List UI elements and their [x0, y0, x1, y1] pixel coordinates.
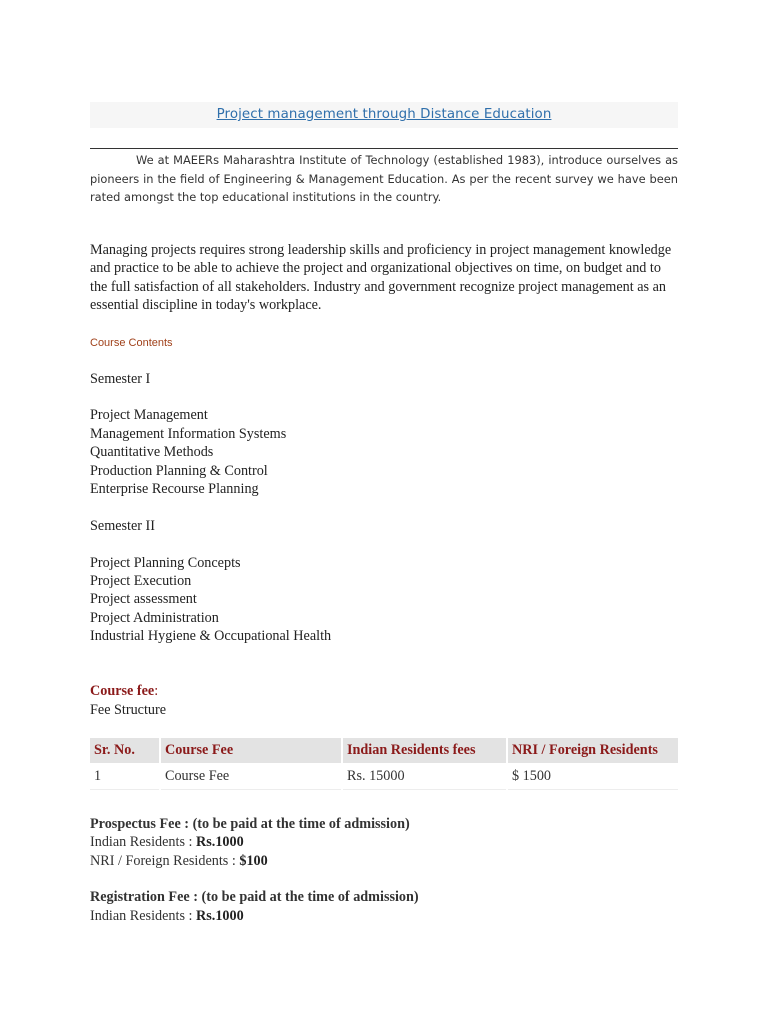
registration-fee-heading: Registration Fee : (to be paid at the time of admission) — [90, 889, 419, 905]
course-fee-heading-text: Course fee — [90, 683, 155, 699]
semester-1-item: Management Information Systems — [90, 426, 287, 442]
fee-table-header: NRI / Foreign Residents — [507, 738, 678, 763]
semester-1-item: Quantitative Methods — [90, 444, 214, 460]
overview-paragraph: Managing projects requires strong leadership skills and proficiency in project management knowledge and practice to be able to achieve the project and organizational objectives on time, on budget and to the full satisfaction of all stakeholders. Industry and government recognize project management as an essential discipline in today's workplace. — [90, 242, 672, 313]
prospectus-fee-indian — [90, 834, 244, 851]
registration-indian-label: Indian Residents : — [90, 908, 196, 924]
fee-table-header: Sr. No. — [90, 738, 160, 763]
title-divider — [90, 148, 678, 149]
semester-1-item: Production Planning & Control — [90, 463, 268, 479]
prospectus-indian-value: Rs.1000 — [196, 834, 244, 850]
page-title-link[interactable]: Project management through Distance Education — [216, 107, 552, 122]
fee-table-cell: 1 — [90, 763, 160, 790]
semester-2-title: Semester II — [90, 518, 156, 534]
prospectus-indian-label: Indian Residents : — [90, 834, 196, 850]
title-bar — [90, 102, 678, 128]
semester-2-item: Project Planning Concepts — [90, 555, 241, 571]
fee-table-cell: Course Fee — [160, 763, 342, 790]
prospectus-fee-heading: Prospectus Fee : (to be paid at the time of admission) — [90, 816, 410, 832]
registration-fee-indian — [90, 908, 244, 925]
semester-2-item: Project assessment — [90, 591, 197, 607]
semester-2-item: Project Administration — [90, 610, 219, 626]
prospectus-nri-label: NRI / Foreign Residents : — [90, 853, 240, 869]
fee-table-header-row — [90, 738, 678, 763]
fee-table-cell: $ 1500 — [507, 763, 678, 790]
course-fee-heading — [90, 683, 158, 700]
semester-1-item: Enterprise Recourse Planning — [90, 481, 259, 497]
prospectus-fee-nri — [90, 853, 268, 870]
semester-2-item: Project Execution — [90, 573, 192, 589]
intro-paragraph: We at MAEERs Maharashtra Institute of Technology (established 1983), introduce ourselves as pioneers in the field of Engineering & Management Education. As per the recent survey we have been rated amongst the top educational institutions in the country. — [90, 153, 678, 204]
course-fee-colon: : — [154, 683, 159, 699]
fee-table-header: Course Fee — [160, 738, 342, 763]
fee-table — [90, 738, 678, 790]
course-contents-label: Course Contents — [90, 337, 173, 349]
fee-structure-subheading: Fee Structure — [90, 702, 167, 718]
fee-table-cell: Rs. 15000 — [342, 763, 507, 790]
fee-table-row — [90, 763, 678, 790]
fee-table-header: Indian Residents fees — [342, 738, 507, 763]
semester-2-item: Industrial Hygiene & Occupational Health — [90, 628, 332, 644]
prospectus-nri-value: $100 — [239, 853, 268, 869]
registration-indian-value: Rs.1000 — [196, 908, 244, 924]
semester-1-title: Semester I — [90, 371, 151, 387]
semester-1-item: Project Management — [90, 407, 208, 423]
